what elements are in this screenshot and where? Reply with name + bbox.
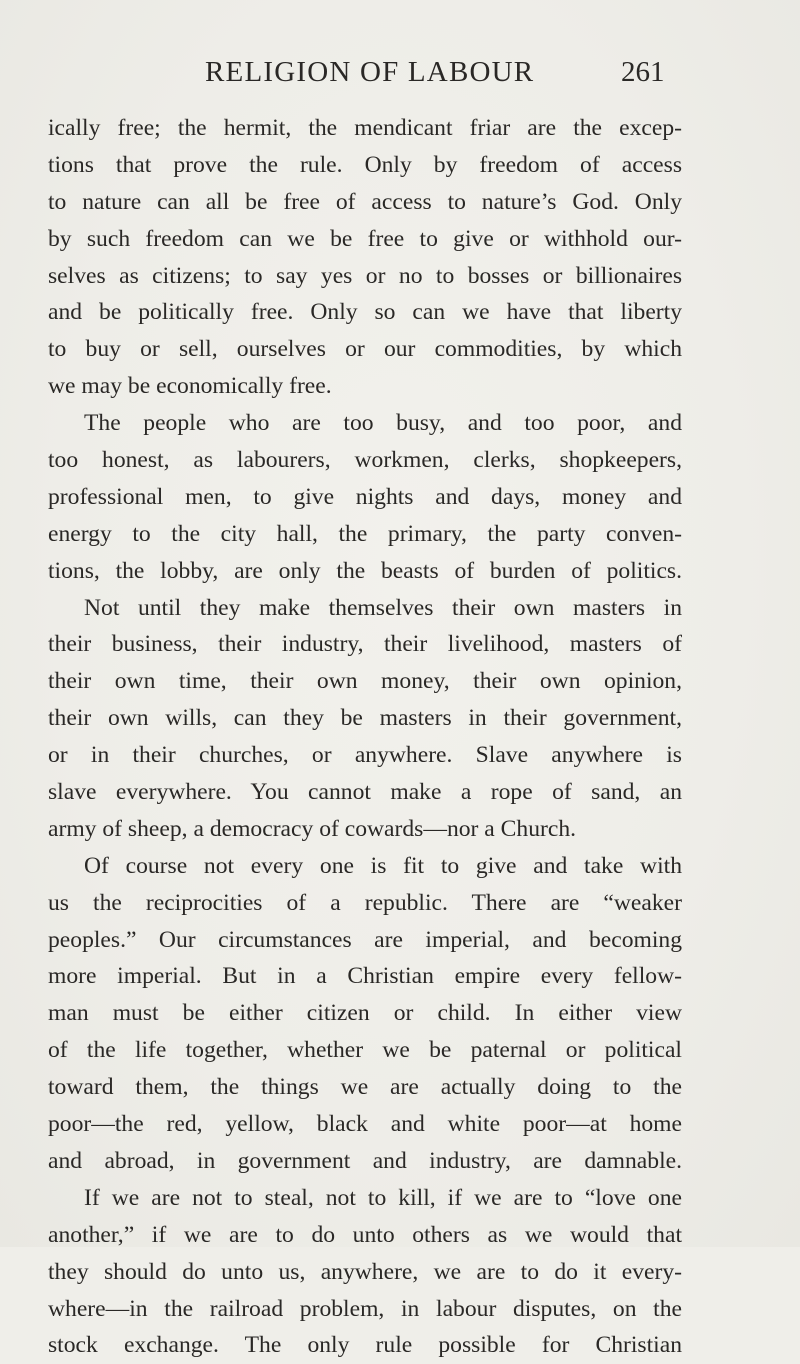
text-line: energy to the city hall, the primary, the party conven- (48, 520, 682, 547)
page-number: 261 (621, 56, 665, 88)
text-line: slave everywhere. You cannot make a rope of sand, an (48, 779, 682, 806)
text-line: Not until they make themselves their own masters in (84, 594, 682, 621)
text-line: their business, their industry, their livelihood, masters of (48, 631, 682, 658)
text-line: and abroad, in government and industry, are damnable. (48, 1147, 682, 1174)
text-line: The people who are too busy, and too poor, and (84, 410, 682, 437)
text-line: toward them, the things we are actually doing to the (48, 1074, 682, 1101)
text-line: tions that prove the rule. Only by freedom of access (48, 151, 682, 178)
body-text (48, 110, 682, 1364)
text-line: or in their churches, or anywhere. Slave anywhere is (48, 742, 682, 769)
text-line: us the reciprocities of a republic. There are “weaker (48, 889, 682, 916)
text-line: ically free; the hermit, the mendicant friar are the excep- (48, 115, 682, 141)
text-line: they should do unto us, anywhere, we are to do it every- (48, 1258, 682, 1285)
text-line: professional men, to give nights and days, money and (48, 483, 682, 510)
text-line: selves as citizens; to say yes or no to bosses or billionaires (48, 262, 682, 289)
text-line: army of sheep, a democracy of cowards—nor a Church. (48, 815, 577, 842)
text-line: poor—the red, yellow, black and white poor—at home (48, 1111, 682, 1138)
text-line: stock exchange. The only rule possible for Christian (48, 1332, 682, 1359)
text-line: to nature can all be free of access to nature’s God. Only (48, 188, 682, 215)
text-line: Of course not every one is fit to give and take with (84, 852, 682, 879)
text-line: by such freedom can we be free to give or withhold our- (48, 225, 682, 252)
text-line: to buy or sell, ourselves or our commodities, by which (48, 336, 682, 363)
running-title: RELIGION OF LABOUR (205, 56, 535, 88)
running-head (0, 56, 800, 96)
text-line: another,” if we are to do unto others as we would that (48, 1221, 682, 1248)
text-line: If we are not to steal, not to kill, if we are to “love one (84, 1184, 682, 1211)
text-line: too honest, as labourers, workmen, clerks, shopkeepers, (48, 447, 682, 474)
text-line: more imperial. But in a Christian empire every fellow- (48, 963, 682, 990)
text-line: and be politically free. Only so can we have that liberty (48, 299, 682, 326)
text-line: where—in the railroad problem, in labour disputes, on the (48, 1295, 682, 1322)
text-line: peoples.” Our circumstances are imperial, and becoming (48, 926, 682, 953)
text-line: we may be economically free. (48, 373, 332, 400)
text-line: of the life together, whether we be paternal or political (48, 1037, 682, 1064)
text-line: their own wills, can they be masters in their government, (48, 705, 682, 732)
text-line: their own time, their own money, their own opinion, (48, 668, 682, 695)
text-line: man must be either citizen or child. In either view (48, 1000, 682, 1027)
text-line: tions, the lobby, are only the beasts of burden of politics. (48, 557, 682, 584)
